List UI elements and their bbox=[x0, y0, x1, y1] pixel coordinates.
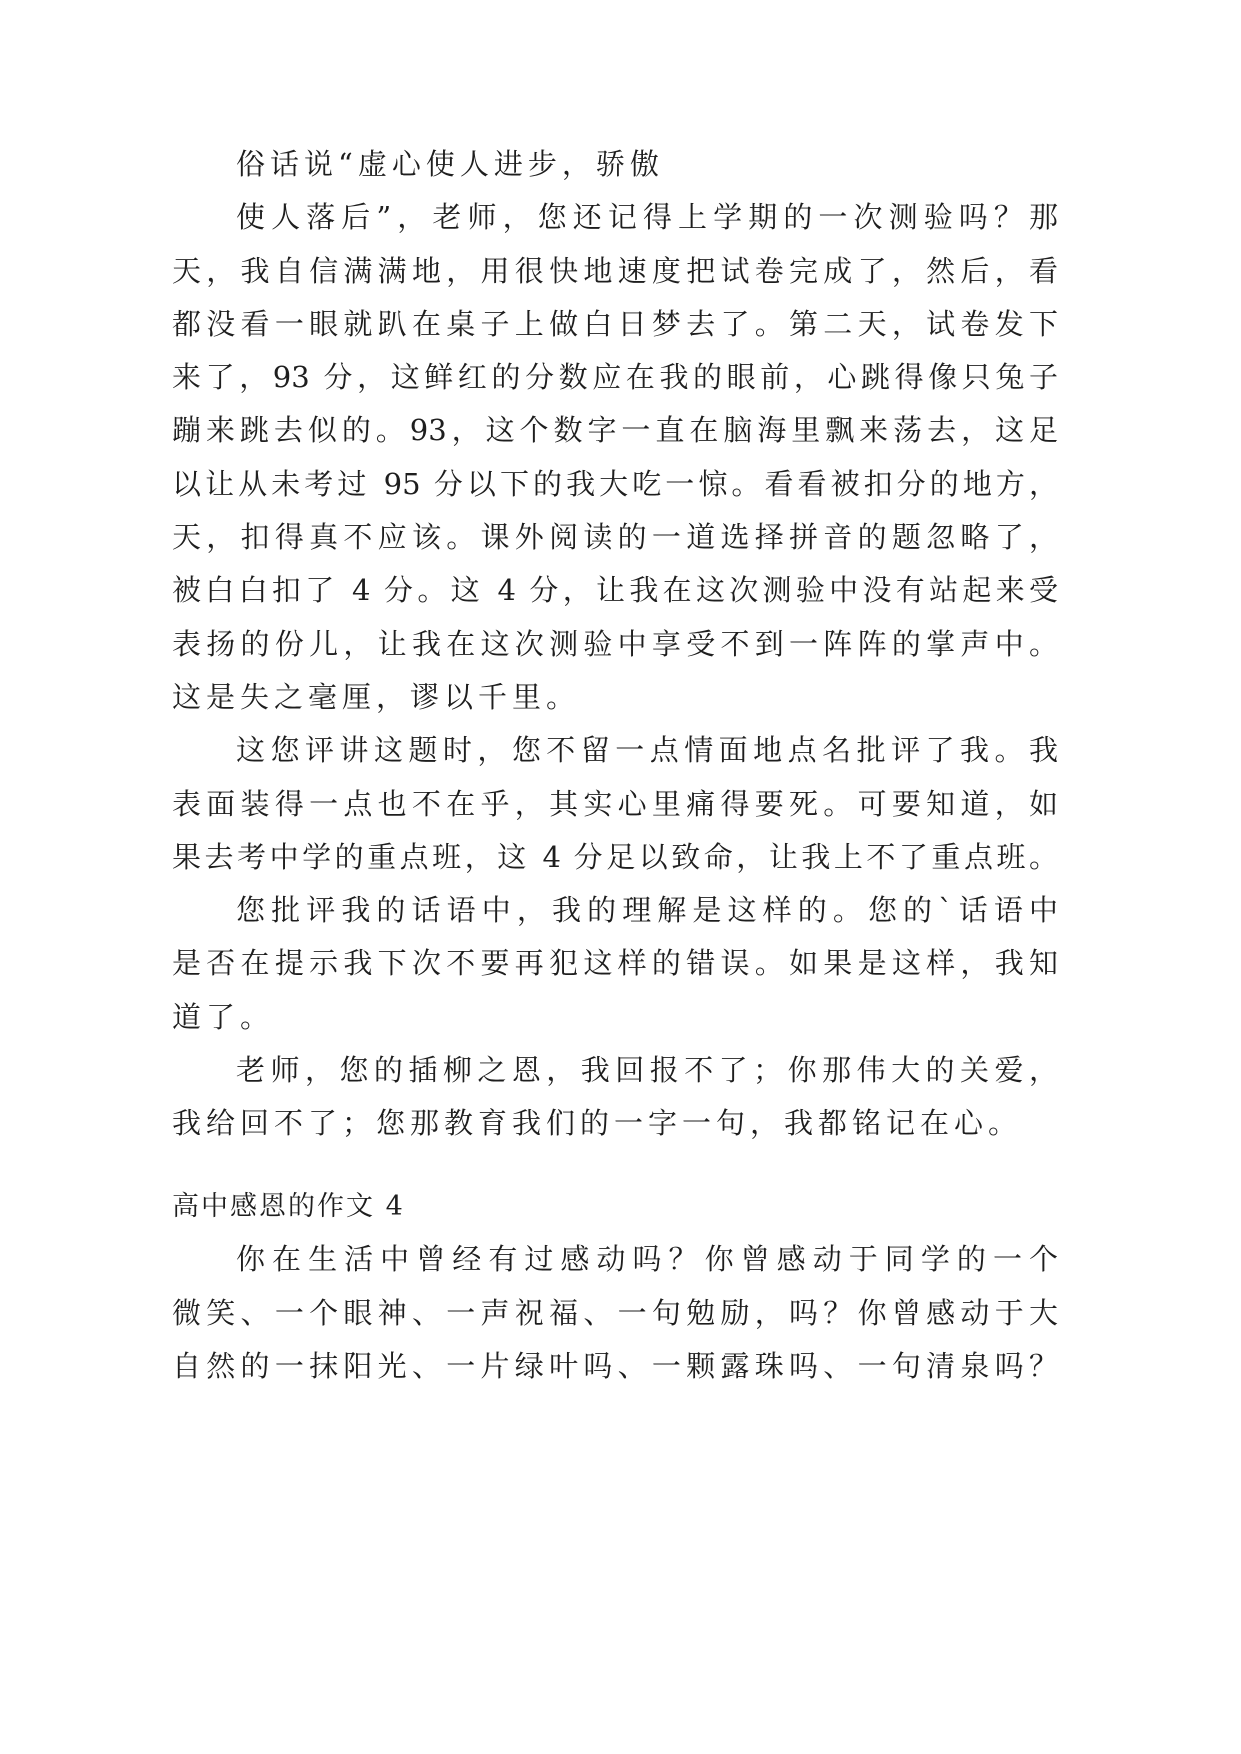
text-line: 以让从未考过 95 分以下的我大吃一惊。看看被扣分的地方， bbox=[172, 466, 1058, 501]
section-heading: 高中感恩的作文 4 bbox=[172, 1191, 405, 1222]
paragraph bbox=[172, 1044, 1058, 1151]
paragraph bbox=[172, 191, 1058, 724]
text-line: 被白白扣了 4 分。这 4 分，让我在这次测验中没有站起来受 bbox=[172, 573, 1058, 608]
text-line: 这您评讲这题时，您不留一点情面地点名批评了我。我 bbox=[236, 733, 1058, 768]
text-line: 这是失之毫厘，谬以千里。 bbox=[172, 679, 581, 714]
text-line: 道了。 bbox=[172, 999, 275, 1034]
text-line: 表面装得一点也不在乎，其实心里痛得要死。可要知道，如 bbox=[172, 786, 1058, 821]
text-line: 自然的一抹阳光、一片绿叶吗、一颗露珠吗、一句清泉吗？ bbox=[172, 1348, 1058, 1383]
text-line: 您批评我的话语中，我的理解是这样的。您的`话语中 bbox=[236, 893, 1058, 928]
paragraph bbox=[172, 1233, 1058, 1393]
paragraph bbox=[172, 884, 1058, 1044]
text-line: 果去考中学的重点班，这 4 分足以致命，让我上不了重点班。 bbox=[172, 839, 1058, 874]
text-line: 使人落后”，老师，您还记得上学期的一次测验吗？那 bbox=[236, 200, 1058, 235]
text-line: 都没看一眼就趴在桌子上做白日梦去了。第二天，试卷发下 bbox=[172, 306, 1058, 341]
text-line: 老师，您的插柳之恩，我回报不了；你那伟大的关爱， bbox=[236, 1053, 1058, 1088]
text-line: 天，我自信满满地，用很快地速度把试卷完成了，然后，看 bbox=[172, 253, 1058, 288]
text-line: 来了，93 分，这鲜红的分数应在我的眼前，心跳得像只兔子 bbox=[172, 360, 1058, 395]
text-line: 你在生活中曾经有过感动吗？你曾感动于同学的一个 bbox=[236, 1242, 1058, 1277]
paragraph bbox=[172, 724, 1058, 884]
essay-section bbox=[172, 1180, 1058, 1393]
text-line: 是否在提示我下次不要再犯这样的错误。如果是这样，我知 bbox=[172, 946, 1058, 981]
text-line: 表扬的份儿，让我在这次测验中享受不到一阵阵的掌声中。 bbox=[172, 626, 1058, 661]
text-line: 天，扣得真不应该。课外阅读的一道选择拼音的题忽略了， bbox=[172, 520, 1058, 555]
text-line: 俗话说“虚心使人进步，骄傲 bbox=[236, 147, 664, 181]
text-line: 我给回不了；您那教育我们的一字一句，我都铭记在心。 bbox=[172, 1106, 1023, 1141]
text-line: 蹦来跳去似的。93，这个数字一直在脑海里飘来荡去，这足 bbox=[172, 413, 1058, 448]
text-line: 微笑、一个眼神、一声祝福、一句勉励，吗？你曾感动于大 bbox=[172, 1295, 1058, 1330]
paragraph bbox=[172, 138, 1058, 191]
body-text bbox=[172, 138, 1058, 1151]
